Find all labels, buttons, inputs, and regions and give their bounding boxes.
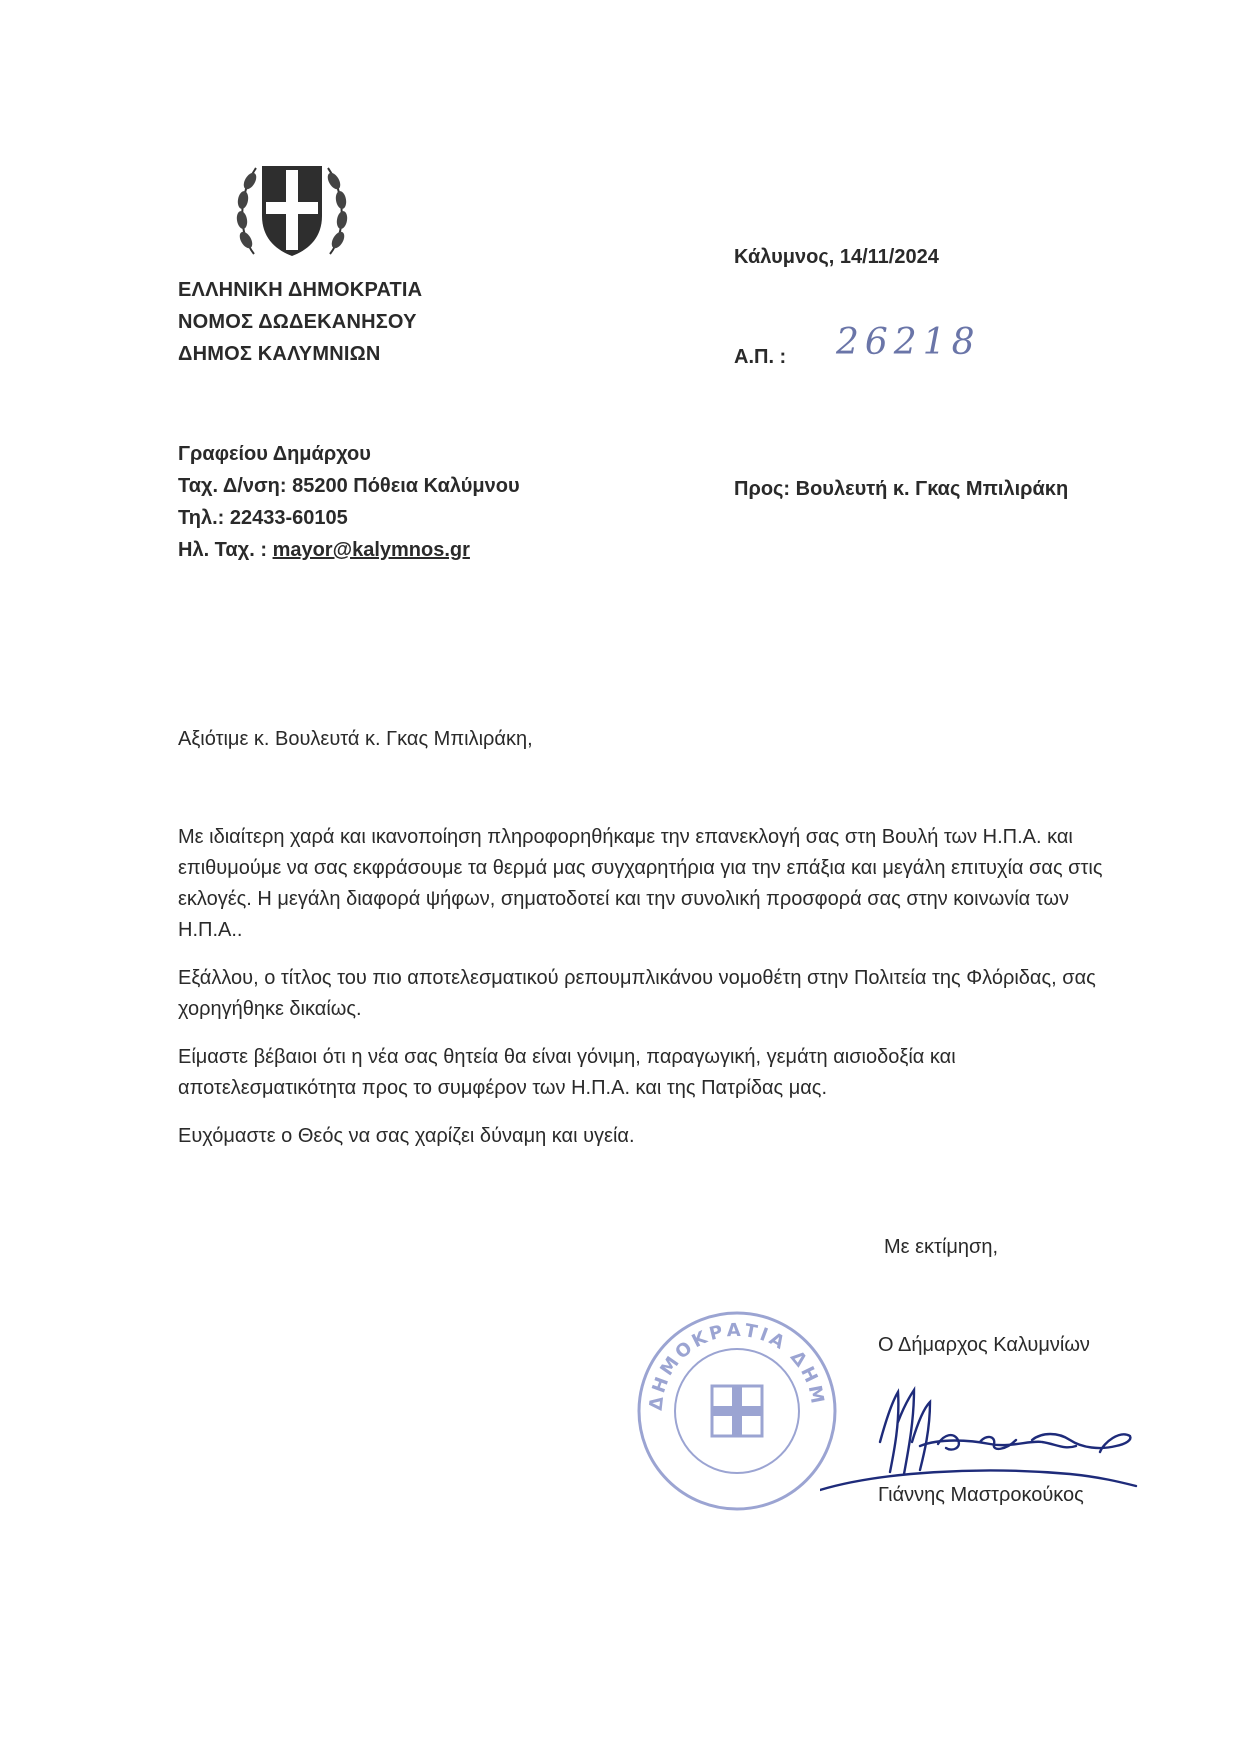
letterhead-municipality: ΔΗΜΟΣ ΚΑΛΥΜΝΙΩΝ — [178, 343, 381, 365]
letterhead-country: ΕΛΛΗΝΙΚΗ ΔΗΜΟΚΡΑΤΙΑ — [178, 279, 423, 301]
protocol-label: Α.Π. : — [734, 346, 787, 368]
recipient: Προς: Βουλευτή κ. Γκας Μπιλιράκη — [734, 478, 1069, 500]
protocol-number: 26218 — [836, 322, 981, 363]
handwritten-signature — [820, 1382, 1150, 1492]
letter-body — [178, 822, 1138, 1169]
greek-coat-of-arms-icon — [232, 154, 352, 264]
official-stamp — [632, 1306, 842, 1516]
closing: Με εκτίμηση, — [884, 1236, 999, 1258]
office-address: Ταχ. Δ/νση: 85200 Πόθεια Καλύμνου — [178, 475, 520, 497]
signatory-name: Γιάννης Μαστροκούκος — [878, 1484, 1084, 1506]
letterhead — [178, 274, 422, 370]
stamp-text: ΔΗΜΟΚΡΑΤΙΑ ΔΗΜ — [645, 1319, 829, 1412]
body-paragraph: Εξάλλου, ο τίτλος του πιο αποτελεσματικού ρεπουμπλικάνου νομοθέτη στην Πολιτεία της Φλόριδας, σας χορηγήθηκε δικαίως. — [178, 967, 1096, 1020]
letterhead-prefecture: ΝΟΜΟΣ ΔΩΔΕΚΑΝΗΣΟΥ — [178, 311, 417, 333]
body-paragraph: Ευχόμαστε ο Θεός να σας χαρίζει δύναμη και υγεία. — [178, 1125, 635, 1147]
signatory-title: Ο Δήμαρχος Καλυμνίων — [878, 1334, 1090, 1356]
letter-date: Κάλυμνος, 14/11/2024 — [734, 246, 939, 268]
office-name: Γραφείου Δημάρχου — [178, 443, 371, 465]
office-phone: Τηλ.: 22433-60105 — [178, 507, 348, 529]
svg-text:ΔΗΜΟΚΡΑΤΙΑ ΔΗΜΟΣ ΚΑΛΥΜΝΙΩΝ — [632, 1306, 828, 1412]
office-email-row — [178, 534, 520, 566]
salutation: Αξιότιμε κ. Βουλευτά κ. Γκας Μπιλιράκη, — [178, 728, 533, 750]
office-email-label: Ηλ. Ταχ. : — [178, 539, 267, 561]
body-paragraph: Είμαστε βέβαιοι ότι η νέα σας θητεία θα είναι γόνιμη, παραγωγική, γεμάτη αισιοδοξία και αποτελεσματικότητα προς το συμφέρον των Η.Π.Α. και της Πατρίδας μας. — [178, 1046, 956, 1099]
office-email-link[interactable]: mayor@kalymnos.gr — [272, 539, 470, 561]
office-details — [178, 438, 520, 566]
body-paragraph: Με ιδιαίτερη χαρά και ικανοποίηση πληροφορηθήκαμε την επανεκλογή σας στη Βουλή των Η.Π.Α. και επιθυμούμε να σας εκφράσουμε τα θερμά μας συγχαρητήρια για την επάξια και μεγάλη επιτυχία σας στις εκλογές. Η μεγάλη διαφορά ψήφων, σηματοδοτεί και την συνολική προσφορά σας στην κοινωνία των Η.Π.Α.. — [178, 826, 1103, 941]
